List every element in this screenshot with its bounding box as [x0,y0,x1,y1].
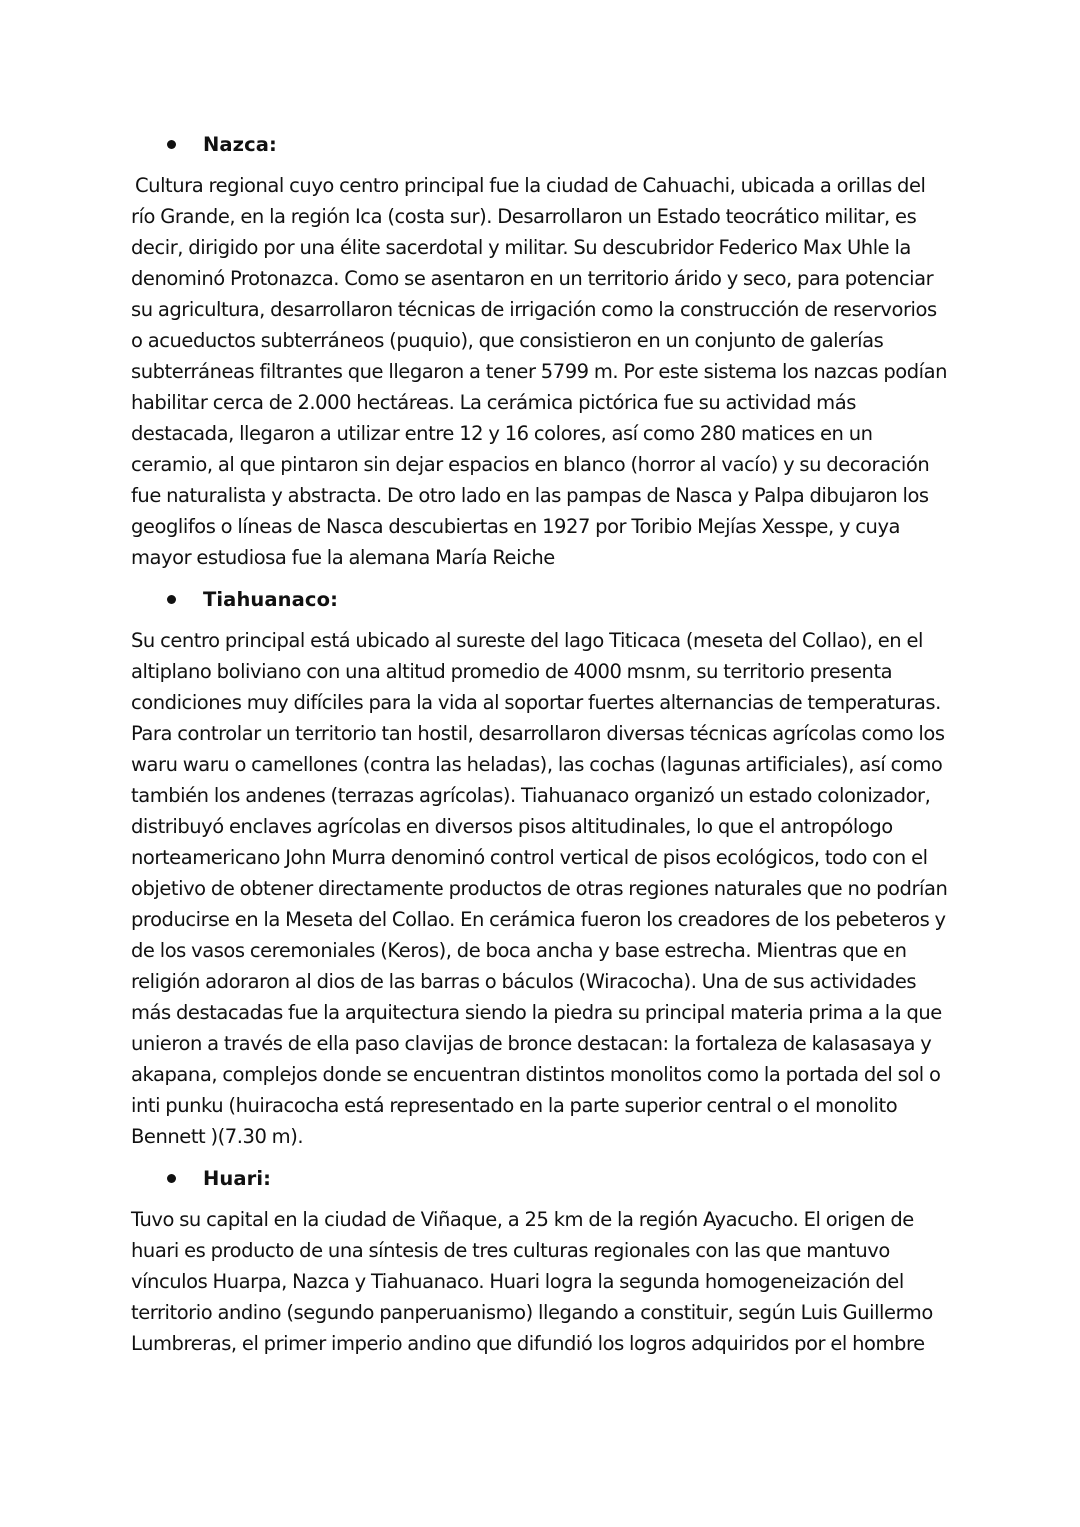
bullet-icon [167,1174,176,1183]
paragraph-nazca: Cultura regional cuyo centro principal fue la ciudad de Cahuachi, ubicada a orillas del río Grande, en la región Ica (costa sur). Desarrollaron un Estado teocrático militar, es decir, dirigido por una élite sacerdotal y militar. Su descubridor Federico Max Uhle la denominó Protonazca. Como se asentaron en un territorio árido y seco, para potenciar su agricultura, desarrollaron técnicas de irrigación como la construcción de reservorios o acueductos subterráneos (puquio), que consistieron en un conjunto de galerías subterráneas filtrantes que llegaron a tener 5799 m. Por este sistema los nazcas podían habilitar cerca de 2.000 hectáreas. La cerámica pictórica fue su actividad más destacada, llegaron a utilizar entre 12 y 16 colores, así como 280 matices en un ceramio, al que pintaron sin dejar espacios en blanco (horror al vacío) y su decoración fue naturalista y abstracta. De otro lado en las pampas de Nasca y Palpa dibujaron los geoglifos o líneas de Nasca descubiertas en 1927 por Toribio Mejías Xesspe, y cuya mayor estudiosa fue la alemana María Reiche [131,174,948,569]
section-heading-nazca [131,124,953,164]
paragraph-tiahuanaco: Su centro principal está ubicado al sureste del lago Titicaca (meseta del Collao), en el altiplano boliviano con una altitud promedio de 4000 msnm, su territorio presenta condiciones muy difíciles para la vida al soportar fuertes alternancias de temperaturas. Para controlar un territorio tan hostil, desarrollaron diversas técnicas agrícolas como los waru waru o camellones (contra las heladas), las cochas (lagunas artificiales), así como también los andenes (terrazas agrícolas). Tiahuanaco organizó un estado colonizador, distribuyó enclaves agrícolas en diversos pisos altitudinales, lo que el antropólogo norteamericano John Murra denominó control vertical de pisos ecológicos, todo con el objetivo de obtener directamente productos de otras regiones naturales que no podrían producirse en la Meseta del Collao. En cerámica fueron los creadores de los pebeteros y de los vasos ceremoniales (Keros), de boca ancha y base estrecha. Mientras que en religión adoraron al dios de las barras o báculos (Wiracocha). Una de sus actividades más destacadas fue la arquitectura siendo la piedra su principal materia prima a la que unieron a través de ella paso clavijas de bronce destacan: la fortaleza de kalasasaya y akapana, complejos donde se encuentran distintos monolitos como la portada del sol o inti punku (huiracocha está representado en la parte superior central o el monolito Bennett )(7.30 m). [131,629,948,1148]
bullet-icon [167,595,176,604]
document-page [131,124,953,1365]
section-heading-huari [131,1158,953,1198]
heading-text: Tiahuanaco: [203,587,338,611]
heading-text: Nazca: [203,132,277,156]
bullet-icon [167,140,176,149]
paragraph-huari: Tuvo su capital en la ciudad de Viñaque, a 25 km de la región Ayacucho. El origen de huari es producto de una síntesis de tres culturas regionales con las que mantuvo vínculos Huarpa, Nazca y Tiahuanaco. Huari logra la segunda homogeneización del territorio andino (segundo panperuanismo) llegando a constituir, según Luis Guillermo Lumbreras, el primer imperio andino que difundió los logros adquiridos por el hombre [131,1208,933,1355]
section-heading-tiahuanaco [131,579,953,619]
heading-text: Huari: [203,1166,272,1190]
